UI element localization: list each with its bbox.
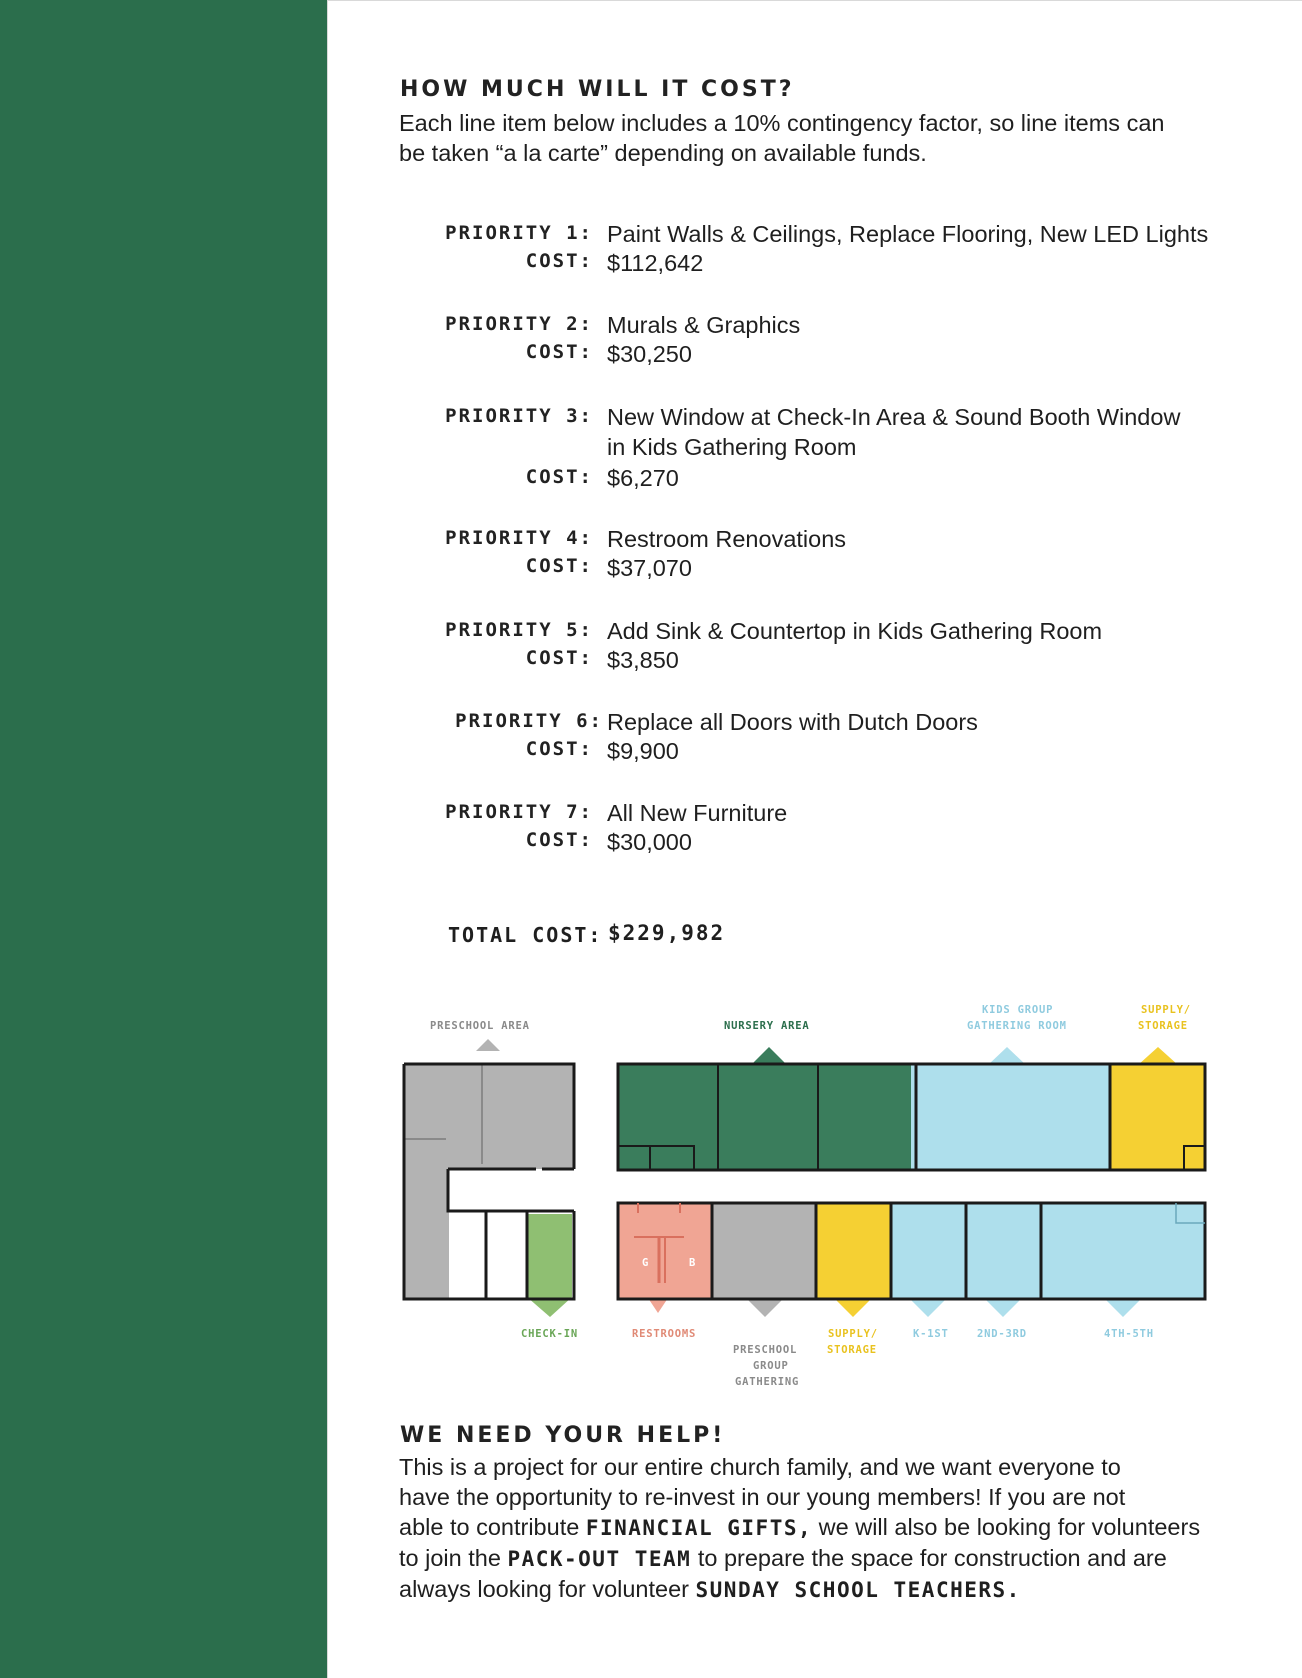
floor-plan [328, 991, 1302, 1411]
priority-label: PRIORITY 1: [445, 222, 593, 244]
green-sidebar [0, 0, 327, 1678]
help-line-1: This is a project for our entire church family, and we want everyone to [399, 1454, 1121, 1480]
priority-description-line-2: in Kids Gathering Room [607, 434, 857, 460]
priority-description: Restroom Renovations [607, 526, 847, 552]
priority-description: Replace all Doors with Dutch Doors [607, 709, 978, 735]
k-1st-label: K-1ST [913, 1328, 949, 1340]
help-line-4 [399, 1543, 1279, 1574]
k-1st-marker [909, 1298, 947, 1317]
nursery-area-label: NURSERY AREA [724, 1020, 810, 1032]
grade-2-3-label: 2ND-3RD [977, 1328, 1027, 1340]
priority-label: PRIORITY 3: [445, 405, 593, 427]
cost-label: COST: [525, 738, 593, 760]
cost-heading: HOW MUCH WILL IT COST? [400, 77, 795, 102]
kids-group-label-1: KIDS GROUP [982, 1004, 1054, 1016]
restroom-b-label: B [689, 1257, 697, 1269]
kids-group-label-2: GATHERING ROOM [967, 1020, 1067, 1032]
supply-bottom-label-1: SUPPLY/ [828, 1328, 878, 1340]
cost-intro-line-1: Each line item below includes a 10% contingency factor, so line items can [399, 110, 1165, 136]
pack-out-team-emphasis: PACK-OUT TEAM [507, 1547, 692, 1571]
supply-storage-bottom-room [816, 1203, 891, 1298]
preschool-room-side [404, 1169, 449, 1299]
kids-gathering-room [911, 1065, 1109, 1170]
help-heading: WE NEED YOUR HELP! [400, 1423, 726, 1448]
preschool-group-marker [746, 1298, 784, 1317]
help-line-5 [399, 1574, 1279, 1605]
preschool-group-gathering-room [712, 1203, 816, 1298]
cost-label: COST: [525, 829, 593, 851]
priority-label: PRIORITY 7: [445, 801, 593, 823]
priority-description: Add Sink & Countertop in Kids Gathering Room [607, 618, 1103, 644]
priority-label: PRIORITY 2: [445, 313, 593, 335]
grade-4-5-marker [1104, 1298, 1142, 1317]
cost-intro [399, 108, 1249, 168]
preschool-group-label-1: PRESCHOOL [733, 1344, 798, 1356]
supply-top-label-2: STORAGE [1138, 1020, 1188, 1032]
check-in-room [527, 1214, 572, 1317]
cost-intro-line-2: be taken “a la carte” depending on available funds. [399, 140, 927, 166]
supply-storage-top-room [1109, 1065, 1205, 1170]
help-line-4-rest: to prepare the space for construction and are [691, 1545, 1167, 1571]
priority-description: Paint Walls & Ceilings, Replace Flooring, New LED Lights [607, 221, 1209, 247]
restrooms-label: RESTROOMS [632, 1328, 697, 1340]
k-1st-room [891, 1203, 966, 1298]
help-line-3 [399, 1512, 1279, 1543]
priority-cost: $112,642 [607, 250, 704, 276]
preschool-room-top [404, 1064, 574, 1169]
grade-4-5-label: 4TH-5TH [1104, 1328, 1154, 1340]
grade-4-5-room [1041, 1203, 1205, 1298]
cost-label: COST: [525, 341, 593, 363]
document-page [327, 0, 1302, 1678]
help-line-4-text: to join the [399, 1545, 508, 1571]
nursery-room [618, 1065, 911, 1170]
priority-label: PRIORITY 6: [455, 710, 603, 732]
priority-label: PRIORITY 4: [445, 527, 593, 549]
priority-cost: $30,000 [607, 829, 692, 855]
priority-description-line-1: New Window at Check-In Area & Sound Booth Window [607, 404, 1181, 430]
restroom-g-label: G [642, 1257, 650, 1269]
kids-gathering-marker [988, 1047, 1026, 1065]
total-cost-value: $229,982 [608, 921, 726, 945]
check-in-label: CHECK-IN [521, 1328, 578, 1340]
supply-bottom-label-2: STORAGE [827, 1344, 877, 1356]
wall [448, 1169, 574, 1211]
sunday-school-teachers-emphasis: SUNDAY SCHOOL TEACHERS. [695, 1578, 1021, 1602]
preschool-area-label: PRESCHOOL AREA [430, 1020, 530, 1032]
preschool-group-label-2: GROUP [753, 1360, 789, 1372]
help-line-5-text: always looking for volunteer [399, 1576, 696, 1602]
grade-2-3-room [966, 1203, 1041, 1298]
preschool-area-marker [476, 1039, 500, 1051]
help-line-3-rest: we will also be looking for volunteers [812, 1514, 1201, 1540]
preschool-group-label-3: GATHERING [735, 1376, 800, 1388]
check-in-fill [527, 1214, 572, 1297]
priority-cost: $30,250 [607, 341, 692, 367]
financial-gifts-emphasis: FINANCIAL GIFTS, [585, 1516, 813, 1540]
cost-label: COST: [525, 250, 593, 272]
total-cost-label: TOTAL COST: [448, 923, 603, 947]
supply-top-label-1: SUPPLY/ [1141, 1004, 1191, 1016]
priority-cost: $9,900 [607, 738, 679, 764]
help-paragraph [399, 1452, 1279, 1605]
priority-label: PRIORITY 5: [445, 619, 593, 641]
cost-label: COST: [525, 466, 593, 488]
supply-storage-top-marker [1138, 1047, 1178, 1065]
nursery-marker [751, 1047, 787, 1065]
cost-label: COST: [525, 647, 593, 669]
priority-cost: $37,070 [607, 555, 692, 581]
supply-storage-bottom-marker [834, 1298, 872, 1317]
priority-cost: $3,850 [607, 647, 679, 673]
priority-description: All New Furniture [607, 800, 788, 826]
priority-description: Murals & Graphics [607, 312, 801, 338]
cost-label: COST: [525, 555, 593, 577]
priority-cost: $6,270 [607, 465, 679, 491]
grade-2-3-marker [984, 1298, 1022, 1317]
help-line-2: have the opportunity to re-invest in our young members! If you are not [399, 1484, 1126, 1510]
help-line-3-text: able to contribute [399, 1514, 586, 1540]
